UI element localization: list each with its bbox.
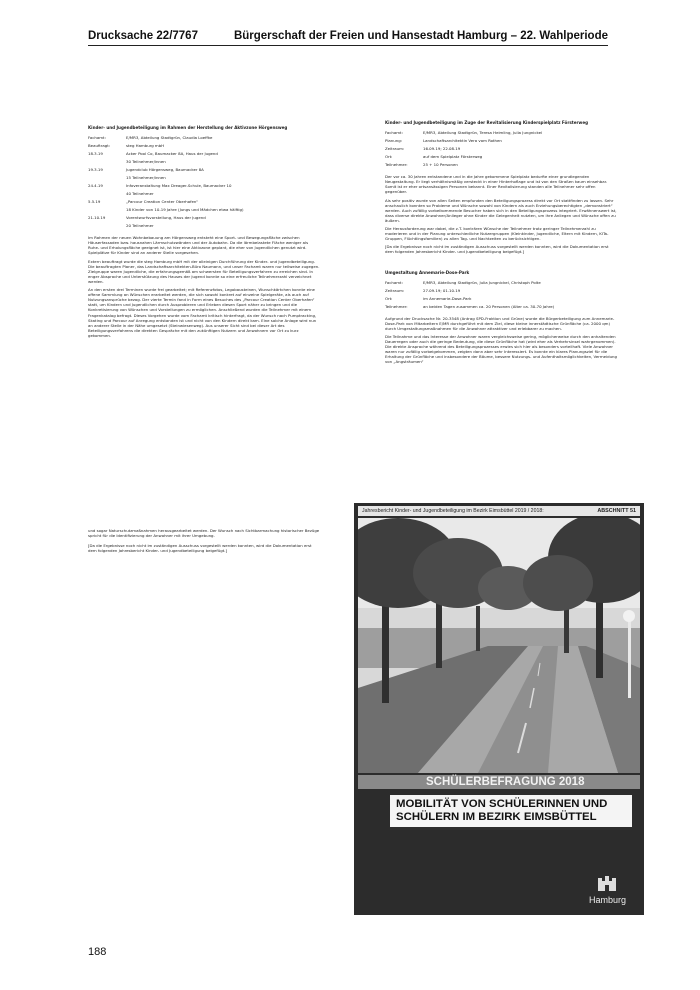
info-value: 16.09.19; 22.08.19 <box>423 146 461 152</box>
info-value: E/MR3, Abteilung Stadtgrün, Claudia Loeffke <box>126 135 213 141</box>
info-key: 19.3.19 <box>88 167 103 173</box>
info-row <box>88 143 320 148</box>
paragraph: Die Herausforderung war dabei, die z.T. konträren Wünsche der Teilnehmer trotz geringer Teilnehmerzahl zu moderieren und in der Planung unterschiedliche Nutzergruppen (Kleinkinder, Jugendliche, Eltern mit Kindern, KITa-Gruppen, Flüchtlingsfamilien) zu allen Tag- und Nachtzeiten zu berücksichtigen. <box>385 226 609 242</box>
cover-band: SCHÜLERBEFRAGUNG 2018 <box>358 775 640 789</box>
cover-photo-avenue <box>358 518 640 773</box>
info-row <box>385 280 617 285</box>
info-key: 21.10.19 <box>88 215 106 221</box>
info-value: auf dem Spielplatz Försterweg <box>423 154 483 160</box>
info-key: 24.4.19 <box>88 183 103 189</box>
info-row <box>88 135 320 140</box>
info-value: 40 Teilnehmer <box>126 191 154 197</box>
section-heading-2: Umgestaltung Annemarie-Dose-Park <box>385 269 470 275</box>
paragraph: Im Rahmen der neuen Wohnbebauung am Hörgensweg entsteht eine Sport- und Bewegungsfläche zwischen Häuserfassaden bzw. hausnahen Lärmschutzwänden und der Autobahn. Da die lärmbelastete Fläche weniger als Ruhe- und Erholungsfläche geeignet ist, ist hier eine Aktivzone geplant, die eher von Jugendlichen genutzt wird. Spielplätze für Kinder sind an anderer Stelle vorgesehen. <box>88 235 309 256</box>
header-rule <box>88 45 608 46</box>
cover-series: Jahresbericht Kinder- und Jugendbeteiligung im Bezirk Eimsbüttel 2019 / 2018: <box>362 508 544 514</box>
info-key: Fachamt: <box>385 279 403 285</box>
info-key <box>88 175 126 180</box>
info-value: 25 + 10 Personen <box>423 162 458 168</box>
paragraph: Extern beauftragt wurde die steg Hamburg mbH mit der alleinigen Durchführung der Kinder- und Jugendbeteiligung. Die beauftragten Planer, das Landschaftsarchitekten-Büro Naumann, und unser Fachamt waren nur teilweise zugegen. Zielgruppe waren Jugendliche, die erfahrungsgemäß am schwersten für Beteiligungsverfahren zu erreichen sind. In enger Absprache und Unterstützung des Hauses der Jugend konnte so eine erfreuliche Teilnehmerzahl verzeichnet werden. <box>88 258 320 284</box>
info-key: Ort: <box>385 154 393 160</box>
info-row <box>88 167 320 172</box>
info-key: Planung: <box>385 138 402 144</box>
info-key <box>88 159 126 164</box>
info-key: Ort: <box>385 295 393 301</box>
info-value: an beiden Tagen zusammen ca. 20 Personen (Alter ca. 30-70 Jahre) <box>423 303 555 309</box>
hamburg-logo <box>589 875 626 905</box>
right-info-list <box>385 130 617 167</box>
info-value: 20 Teilnehmer <box>126 223 154 229</box>
section-heading: Kinder- und Jugendbeteiligung im Rahmen der Herstellung der Aktivzone Hörgensweg <box>88 125 288 130</box>
right-column <box>385 120 617 368</box>
info-key: Teilnehmer: <box>385 162 408 168</box>
info-key: Beauftragt: <box>88 143 111 149</box>
info-row <box>385 130 617 135</box>
info-row <box>88 159 320 164</box>
info-key: 18.3.19 <box>88 151 103 157</box>
info-key: Fachamt: <box>88 135 106 141</box>
info-value: E/MR3, Abteilung Stadtgrün, Teresa Heimling, Julia Jungnickel <box>423 130 543 136</box>
info-row <box>88 183 320 188</box>
page-number: 188 <box>88 946 107 958</box>
doc-title: Bürgerschaft der Freien und Hansestadt Hamburg – 22. Wahlperiode <box>233 30 608 42</box>
paragraph: Der vor ca. 30 Jahren entstandene und in die Jahre gekommene Spielplatz bedurfte einer grundlegenden Neugestaltung. Er liegt verhältnismäßig versteckt in einer Hinterhoflage und ist von den Straßen kaum einsehbar. Somit ist er eher ortsansässigen Personen bekannt. Einer Revitalisierung standen alle Teilnehmer sehr offen gegenüber. <box>385 174 608 195</box>
info-value: Jugendclub Hörgensweg, Baumacker 8A <box>126 167 204 173</box>
paragraph: An den ersten drei Terminen wurde frei gearbeitet; mit Referenzfotos, Legobausteinen, Wunschkärtchen konnte eine offene Sammlung an Wünschen erarbeitet werden, die sich sowohl konkret auf einzelne Spielgeräte, als auch auf Nutzungsansprüche bezog. Der vierte Termin fand in Form eines Besuches des „Parcour Creation Center Oberhafen“ statt, um Kindern und Jugendlichen durch Ausprobieren und Erleben diesen Sport näher zu bringen und die Konkretisierung von Wünschen und Vorstellungen zu ermöglichen. Anschließend wurden die Teilnehmer mit einem Fragenkatalog befragt. Dieses Vorgehen wurde vom Fachamt kritisch hinterfragt, da der Wunsch nach Pumptracking, Skating und Parcour auf Anregung entstanden ist und nicht von den Kindern direkt kam. Eine solche Anlage wird nun an anderer Stelle in der Nähe umgesetzt (Steinwiesenweg). Aus unserer Sicht sind bei dieser Art des Beteiligungsverfahrens die direkten Gespräche mit den zukünftigen Nutzern und Anwohnern vor Ort zu kurz gekommen. <box>88 287 317 338</box>
cover-top-strip <box>358 506 640 516</box>
info-row <box>385 146 617 151</box>
doc-number: Drucksache 22/7767 <box>88 30 198 42</box>
info-value: Infoveranstaltung Max Dreager-Schule, Baumacker 10 <box>126 183 232 189</box>
info-key: 5.5.19 <box>88 199 101 205</box>
left-info-list <box>88 135 320 228</box>
report-cover <box>354 503 644 915</box>
paragraph: Als sehr positiv wurde von allen Seiten empfunden den Beteiligungsprozess direkt vor Ort stattfinden zu lassen. Sehr anschaulich konnten so Probleme und Wünsche sowohl von Kindern als auch Erziehungsberechtigten „demonstriert“ werden. Auch zufällig vorbeikommende Besucher haben sich in den Beteiligungsprozess integriert. Erwähnenswert ist, dass diverse direkte Anwohner/Anlieger ohne Kinder die Gelegenheit nutzten, um ihre Anliegen und Wünsche offen zu äußern. <box>385 197 617 223</box>
info-row <box>385 162 617 167</box>
info-key <box>88 207 126 212</box>
info-value: Landschaftsarchitektin Vera vom Rothen <box>423 138 502 144</box>
info-row <box>385 154 617 159</box>
info-row <box>88 223 320 228</box>
right-info-list-2 <box>385 280 617 309</box>
info-row <box>385 304 617 309</box>
cover-section: ABSCHNITT 51 <box>597 508 636 514</box>
left-column <box>88 125 320 341</box>
info-value: 30 Teilnehmer/innen <box>126 159 166 165</box>
info-value: „Parcour Creation Center Oberhafen“ <box>126 199 199 205</box>
info-value: 15 Teilnehmer/innen <box>126 175 166 181</box>
note: [Da die Ergebnisse noch nicht im zuständigen Ausschuss vorgestellt werden konnten, wird die Dokumentation erst dem folgenden Jahresbericht Kinder- und Jugendbeteiligung beigefügt.] <box>385 244 609 255</box>
info-row <box>385 288 617 293</box>
info-key: Fachamt: <box>385 130 403 136</box>
cover-title-line-2: SCHÜLERN IM BEZIRK EIMSBÜTTEL <box>396 811 597 823</box>
info-key: Zeitraum: <box>385 287 405 293</box>
info-row <box>385 296 617 301</box>
cover-title-line-1: MOBILITÄT VON SCHÜLERINNEN UND <box>396 798 608 810</box>
cover-title <box>390 795 632 827</box>
info-value: steg Hamburg mbH <box>126 143 165 149</box>
castle-icon <box>596 875 618 891</box>
paragraph: und sogar Naturschutzmaßnahmen herausgearbeitet werden. Der Wunsch nach Sichtbarmachung historischer Bezüge spricht für die Identifizierung der Anwohner mit ihrer Umgebung. <box>88 528 320 539</box>
info-value: im Annemarie-Dose-Park <box>423 295 472 301</box>
info-value: 27.09.19; 01.10.19 <box>423 287 461 293</box>
section-heading: Kinder- und Jugendbeteiligung im Zuge der Revitalisierung Kinderspielplatz Försterweg <box>385 120 589 125</box>
info-key: Zeitraum: <box>385 146 405 152</box>
brand-label: Hamburg <box>588 895 626 905</box>
info-row <box>88 191 320 196</box>
paragraph: Die Teilnahme und das Interesse der Anwohner waren vergleichsweise gering, möglicherweise durch den anhaltenden Dauerregen oder auch die geringe Bedeutung, die diese Grünfläche hat (wird eher als Verkehrsinsel wahrgenommen). Die direkte Ansprache während des Beteiligungsprozesses erwies sich hier als besonders vorteilhaft. Viele Anwohner waren nur zufällig vorbeigekommen, zeigten dann aber sehr Interessiert. Es konnte ein klares Planungsziel für die Erhaltung der Grünfläche und insbesondere der Bäume, bessere Nutzungs- und Aufenthaltsmöglichkeiten, Vermeidung von „Angsträumen“ <box>385 334 617 365</box>
info-row <box>88 175 320 180</box>
info-key: Teilnehmer: <box>385 303 408 309</box>
page-header <box>88 30 608 42</box>
info-row <box>88 215 320 220</box>
info-value: Acker Pool Co, Baumacker 8A, Haus der Jugend <box>126 151 218 157</box>
info-value: Vorentwurfsvorstellung, Haus der Jugend <box>126 215 206 221</box>
info-value: 18 Kinder von 10-19 Jahre (Jungs und Mädchen etwa hälftig) <box>126 207 244 213</box>
info-row <box>88 207 320 212</box>
info-key <box>88 223 126 228</box>
note: [Da die Ergebnisse noch nicht im zuständigen Ausschuss vorgestellt werden konnten, wird die Dokumentation erst dem folgenden Jahresbericht Kinder- und Jugendbeteiligung beigefügt.] <box>88 543 312 554</box>
paragraph: Aufgrund der Drucksache Nr. 20-3548 (Antrag SPD-Fraktion und Grüne) wurde die Bürgerbeteiligung zum Annemarie-Dose-Park von Mitarbeitern E/MR durchgeführt mit dem Ziel, diese kleine innerstädtische Grünfläche (ca. 2000 qm) durch Umgestaltungsmaßnahmen für die Anwohner attraktiver und erlebbarer zu machen. <box>385 315 615 331</box>
left-column-continued <box>88 528 320 556</box>
tree-avenue-illustration <box>358 518 640 773</box>
info-key <box>88 191 126 196</box>
info-row <box>88 199 320 204</box>
info-row <box>88 151 320 156</box>
info-row <box>385 138 617 143</box>
info-value: E/MR3, Abteilung Stadtgrün, Julia Jungnickel, Christoph Polte <box>423 279 541 285</box>
